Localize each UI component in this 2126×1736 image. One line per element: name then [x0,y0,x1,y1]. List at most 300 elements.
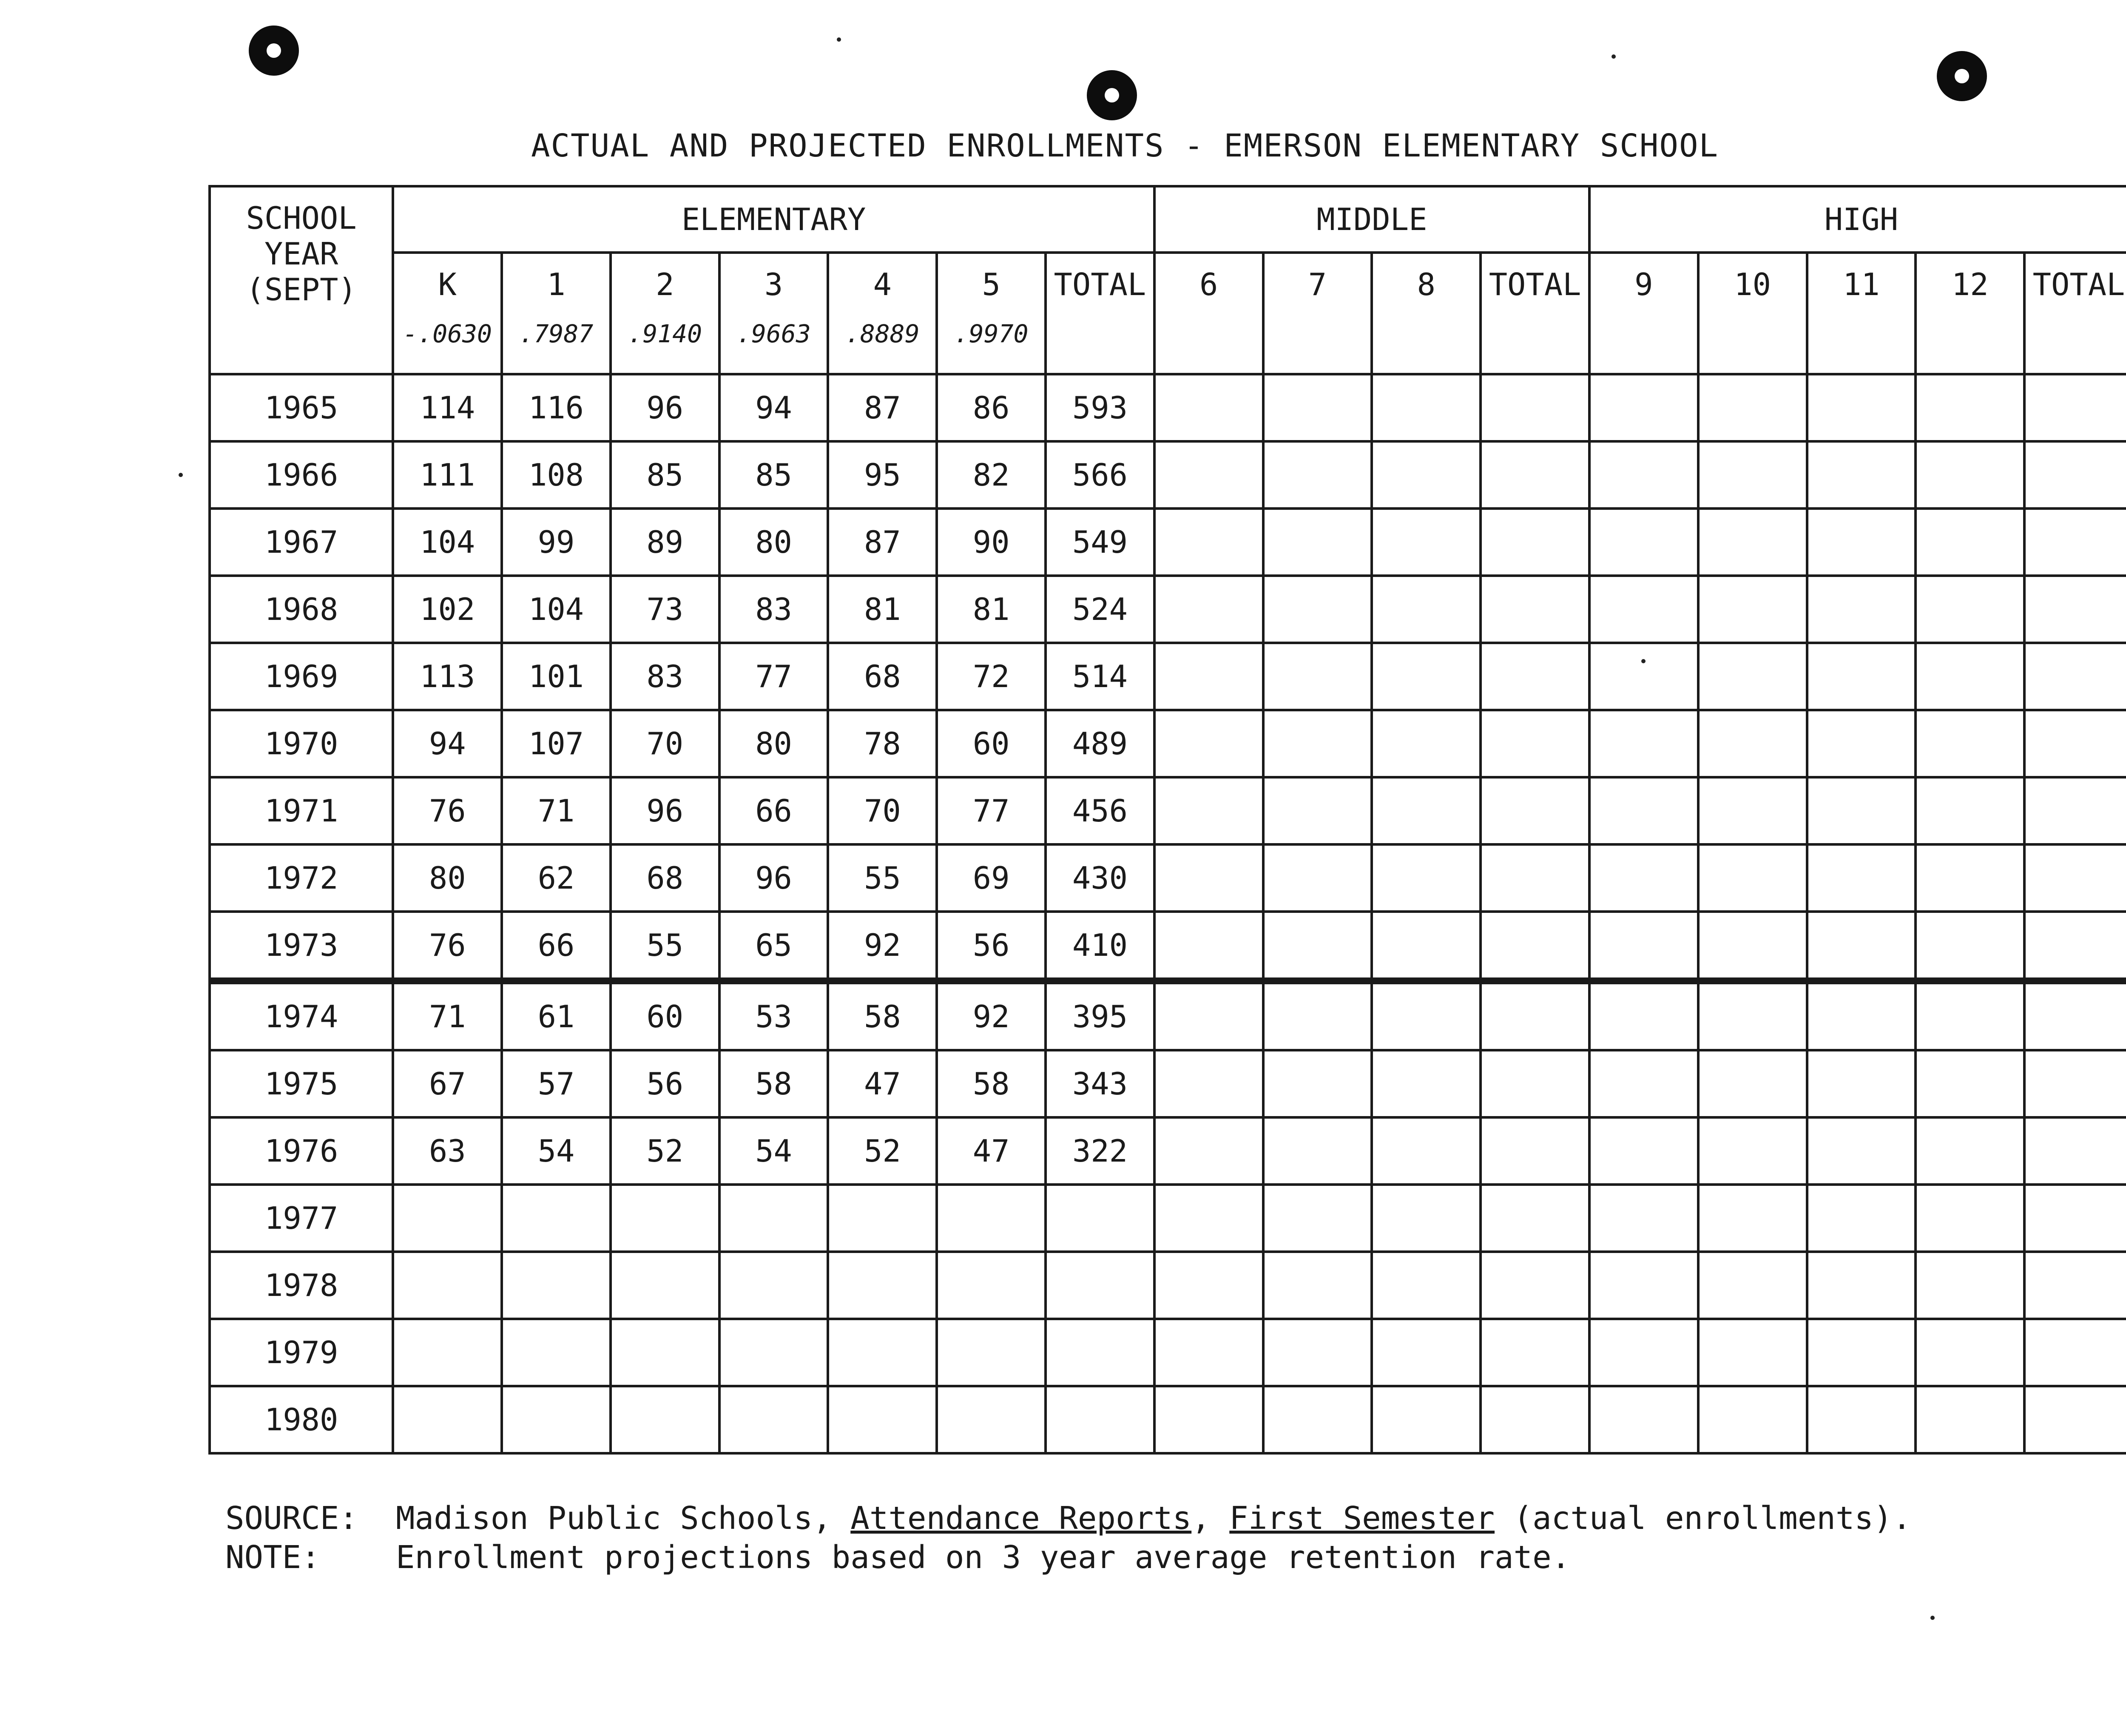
school-year-header-line: SCHOOL [246,200,357,236]
empty-cell [1807,777,1916,844]
empty-cell [1807,710,1916,777]
empty-cell [1263,777,1372,844]
enrollment-cell [611,1185,719,1252]
empty-cell [1372,1319,1481,1386]
enrollment-cell: 104 [393,509,502,576]
enrollment-cell: 114 [393,374,502,441]
enrollment-cell: 108 [502,441,611,509]
empty-cell [1154,374,1263,441]
school-year-cell: 1968 [210,576,393,643]
empty-cell [1916,1252,2024,1319]
elementary-group-header: ELEMENTARY [393,186,1154,253]
empty-cell [1589,1386,1698,1453]
enrollment-cell: 92 [937,981,1046,1050]
empty-cell [1698,1117,1807,1185]
enrollment-cell: 82 [937,441,1046,509]
table-row [210,1117,2126,1185]
enrollment-cell [393,1386,502,1453]
empty-cell [1372,576,1481,643]
enrollment-cell [719,1252,828,1319]
source-label: SOURCE: [225,1500,358,1537]
empty-cell [1154,509,1263,576]
empty-cell [1807,576,1916,643]
enrollment-cell: 70 [828,777,937,844]
enrollment-cell: 54 [502,1117,611,1185]
elementary-grade-header [502,253,611,374]
grade-label: 10 [1734,267,1771,302]
grade-label: TOTAL [2032,267,2125,302]
retention-rate: .9970 [954,319,1029,348]
empty-cell [2024,1252,2126,1319]
high-grade-header [1698,253,1807,374]
school-year-cell: 1965 [210,374,393,441]
empty-cell [1916,643,2024,710]
school-year-cell: 1976 [210,1117,393,1185]
empty-cell [2024,710,2126,777]
elementary-total-cell: 430 [1046,844,1154,912]
enrollment-cell: 81 [937,576,1046,643]
enrollment-cell [502,1185,611,1252]
empty-cell [1263,441,1372,509]
empty-cell [1372,1117,1481,1185]
empty-cell [1154,777,1263,844]
empty-cell [1263,1050,1372,1117]
source-line [225,1499,1911,1538]
table-row [210,981,2126,1050]
enrollment-cell: 86 [937,374,1046,441]
enrollment-cell [937,1386,1046,1453]
enrollment-cell: 85 [611,441,719,509]
enrollment-cell [937,1252,1046,1319]
retention-rate: .7987 [519,319,594,348]
middle-grade-header [1481,253,1589,374]
enrollment-cell [393,1185,502,1252]
enrollment-cell: 71 [502,777,611,844]
source-text-start: Madison Public Schools, [395,1500,851,1537]
empty-cell [1263,1117,1372,1185]
elementary-grade-header [611,253,719,374]
table-row [210,1319,2126,1386]
enrollment-cell [828,1319,937,1386]
empty-cell [1589,643,1698,710]
empty-cell [1481,1319,1589,1386]
enrollment-cell: 90 [937,509,1046,576]
source-semester: First Semester [1229,1500,1495,1537]
empty-cell [1807,1117,1916,1185]
enrollment-cell: 60 [937,710,1046,777]
empty-cell [1589,777,1698,844]
enrollment-cell: 58 [719,1050,828,1117]
empty-cell [1589,374,1698,441]
elementary-total-cell [1046,1252,1154,1319]
enrollment-cell [502,1386,611,1453]
empty-cell [1916,777,2024,844]
source-report-name: Attendance Reports [850,1500,1192,1537]
enrollment-cell: 55 [828,844,937,912]
table-row [210,643,2126,710]
school-year-cell: 1971 [210,777,393,844]
enrollment-cell: 101 [502,643,611,710]
middle-grade-header [1154,253,1263,374]
enrollment-cell: 55 [611,912,719,981]
empty-cell [1807,1050,1916,1117]
empty-cell [1589,981,1698,1050]
empty-cell [1698,576,1807,643]
enrollment-cell [937,1185,1046,1252]
empty-cell [1916,844,2024,912]
school-year-cell: 1977 [210,1185,393,1252]
empty-cell [1698,1185,1807,1252]
empty-cell [1589,576,1698,643]
empty-cell [1263,844,1372,912]
enrollment-cell: 57 [502,1050,611,1117]
grade-label: 8 [1417,267,1435,302]
empty-cell [2024,1050,2126,1117]
empty-cell [1698,1386,1807,1453]
enrollment-cell [719,1386,828,1453]
empty-cell [1372,1050,1481,1117]
empty-cell [1481,1252,1589,1319]
punch-hole-right [1937,51,1987,101]
empty-cell [1698,912,1807,981]
middle-grade-header [1263,253,1372,374]
enrollment-cell: 47 [828,1050,937,1117]
empty-cell [2024,576,2126,643]
elementary-grade-header [937,253,1046,374]
empty-cell [1916,1117,2024,1185]
school-year-cell: 1972 [210,844,393,912]
grade-header-row [210,253,2126,374]
enrollment-cell: 92 [828,912,937,981]
empty-cell [1481,509,1589,576]
empty-cell [2024,643,2126,710]
empty-cell [1372,509,1481,576]
elementary-total-cell: 489 [1046,710,1154,777]
empty-cell [1372,441,1481,509]
enrollment-cell: 58 [828,981,937,1050]
grade-label: 5 [982,267,1000,302]
enrollment-cell: 102 [393,576,502,643]
punch-hole-left [249,26,299,76]
enrollment-cell: 96 [719,844,828,912]
empty-cell [1481,374,1589,441]
table-row [210,844,2126,912]
empty-cell [1481,1050,1589,1117]
source-text-end: (actual enrollments). [1495,1500,1912,1537]
grade-label: 1 [547,267,566,302]
empty-cell [1916,981,2024,1050]
table-row [210,576,2126,643]
empty-cell [2024,844,2126,912]
enrollment-cell [393,1319,502,1386]
retention-rate: .9663 [736,319,811,348]
enrollment-cell: 87 [828,374,937,441]
empty-cell [1263,509,1372,576]
empty-cell [1263,1185,1372,1252]
high-grade-header [1807,253,1916,374]
footer-notes [225,1499,1911,1577]
empty-cell [1154,576,1263,643]
enrollment-cell: 71 [393,981,502,1050]
enrollment-cell: 66 [502,912,611,981]
empty-cell [1263,1319,1372,1386]
empty-cell [1263,981,1372,1050]
empty-cell [1481,1185,1589,1252]
empty-cell [1154,912,1263,981]
school-year-header-line: YEAR [264,236,338,272]
school-year-header [210,186,393,374]
high-grade-header [1916,253,2024,374]
empty-cell [1698,777,1807,844]
enrollment-cell: 52 [828,1117,937,1185]
grade-label: TOTAL [1054,267,1146,302]
enrollment-cell: 54 [719,1117,828,1185]
empty-cell [2024,1185,2126,1252]
enrollment-cell: 94 [393,710,502,777]
school-year-cell: 1975 [210,1050,393,1117]
empty-cell [1372,710,1481,777]
empty-cell [1698,1252,1807,1319]
empty-cell [1372,374,1481,441]
enrollment-cell: 87 [828,509,937,576]
enrollment-cell [719,1319,828,1386]
enrollment-cell: 65 [719,912,828,981]
enrollment-cell: 73 [611,576,719,643]
grade-label: 4 [873,267,892,302]
enrollment-cell: 67 [393,1050,502,1117]
elementary-total-cell: 524 [1046,576,1154,643]
empty-cell [1589,1252,1698,1319]
empty-cell [1589,710,1698,777]
empty-cell [1154,710,1263,777]
enrollment-cell: 68 [611,844,719,912]
empty-cell [1807,643,1916,710]
empty-cell [1481,981,1589,1050]
elementary-total-cell [1046,1185,1154,1252]
paper-speck [837,37,841,42]
empty-cell [1916,710,2024,777]
empty-cell [1807,1319,1916,1386]
enrollment-cell: 80 [719,710,828,777]
grade-label: 11 [1843,267,1880,302]
empty-cell [1154,844,1263,912]
empty-cell [1372,643,1481,710]
paper-speck [1612,54,1616,59]
empty-cell [1154,981,1263,1050]
empty-cell [1589,844,1698,912]
empty-cell [1589,1050,1698,1117]
high-grade-header [1589,253,1698,374]
enrollment-cell [611,1319,719,1386]
empty-cell [1372,1386,1481,1453]
enrollment-cell: 96 [611,777,719,844]
empty-cell [1481,643,1589,710]
school-year-cell: 1967 [210,509,393,576]
empty-cell [2024,1386,2126,1453]
empty-cell [2024,981,2126,1050]
grade-label: 12 [1951,267,1989,302]
enrollment-cell: 56 [611,1050,719,1117]
grade-label: 2 [656,267,674,302]
paper-speck [1930,1616,1935,1620]
enrollment-cell: 76 [393,777,502,844]
note-text-end: year average retention rate. [1021,1539,1571,1576]
school-year-cell: 1966 [210,441,393,509]
table-row [210,509,2126,576]
grade-label: TOTAL [1489,267,1581,302]
enrollment-cell: 83 [719,576,828,643]
empty-cell [1807,374,1916,441]
enrollment-cell: 56 [937,912,1046,981]
empty-cell [1807,844,1916,912]
school-year-cell: 1974 [210,981,393,1050]
enrollment-table [208,185,2126,1455]
empty-cell [1807,441,1916,509]
note-text-start: Enrollment projections based on [395,1539,1002,1576]
grade-label: K [438,267,457,302]
empty-cell [1589,509,1698,576]
enrollment-cell: 76 [393,912,502,981]
table-row [210,1050,2126,1117]
school-year-header-line: (SEPT) [246,272,357,307]
empty-cell [1263,1252,1372,1319]
empty-cell [1807,912,1916,981]
enrollment-cell [502,1319,611,1386]
elementary-total-cell: 549 [1046,509,1154,576]
empty-cell [1698,509,1807,576]
elementary-total-cell: 410 [1046,912,1154,981]
empty-cell [1154,1185,1263,1252]
elementary-total-cell [1046,1319,1154,1386]
enrollment-cell: 77 [937,777,1046,844]
empty-cell [1807,1386,1916,1453]
enrollment-cell: 66 [719,777,828,844]
enrollment-cell: 61 [502,981,611,1050]
table-row [210,374,2126,441]
paper-speck [179,473,183,477]
enrollment-cell [719,1185,828,1252]
empty-cell [1481,576,1589,643]
middle-group-header: MIDDLE [1154,186,1589,253]
group-header-row [210,186,2126,253]
empty-cell [1263,643,1372,710]
empty-cell [1807,1185,1916,1252]
empty-cell [1263,576,1372,643]
empty-cell [2024,777,2126,844]
enrollment-cell: 72 [937,643,1046,710]
enrollment-cell [828,1252,937,1319]
enrollment-cell: 104 [502,576,611,643]
enrollment-cell [828,1185,937,1252]
enrollment-cell: 107 [502,710,611,777]
note-label: NOTE: [225,1539,320,1576]
empty-cell [1589,1185,1698,1252]
enrollment-cell: 80 [393,844,502,912]
enrollment-cell: 80 [719,509,828,576]
punch-hole-center [1087,70,1137,120]
enrollment-table-body [210,374,2126,1453]
empty-cell [2024,441,2126,509]
enrollment-cell: 89 [611,509,719,576]
enrollment-cell: 53 [719,981,828,1050]
table-row [210,710,2126,777]
high-group-header: HIGH [1589,186,2126,253]
school-year-cell: 1978 [210,1252,393,1319]
school-year-cell: 1973 [210,912,393,981]
retention-rate: .8889 [845,319,920,348]
retention-rate: .9140 [628,319,702,348]
empty-cell [2024,1319,2126,1386]
enrollment-cell: 95 [828,441,937,509]
retention-rate: -.0630 [403,319,492,348]
empty-cell [2024,1117,2126,1185]
empty-cell [1481,844,1589,912]
elementary-grade-header [719,253,828,374]
document-title: ACTUAL AND PROJECTED ENROLLMENTS - EMERSON ELEMENTARY SCHOOL [531,128,1719,164]
enrollment-cell [937,1319,1046,1386]
elementary-total-cell: 322 [1046,1117,1154,1185]
elementary-total-cell: 593 [1046,374,1154,441]
grade-label: 3 [764,267,783,302]
empty-cell [1698,441,1807,509]
empty-cell [1481,710,1589,777]
table-row [210,1386,2126,1453]
empty-cell [2024,912,2126,981]
enrollment-cell: 47 [937,1117,1046,1185]
enrollment-cell: 77 [719,643,828,710]
empty-cell [1807,1252,1916,1319]
empty-cell [1154,1319,1263,1386]
table-row [210,1185,2126,1252]
enrollment-cell: 52 [611,1117,719,1185]
empty-cell [1481,912,1589,981]
empty-cell [1698,643,1807,710]
enrollment-cell: 78 [828,710,937,777]
school-year-cell: 1970 [210,710,393,777]
empty-cell [1698,844,1807,912]
empty-cell [1481,441,1589,509]
source-text-separator: , [1191,1500,1230,1537]
grade-label: 6 [1199,267,1218,302]
empty-cell [1698,1050,1807,1117]
enrollment-cell: 85 [719,441,828,509]
empty-cell [1698,981,1807,1050]
grade-label: 7 [1308,267,1327,302]
middle-grade-header [1372,253,1481,374]
table-row [210,777,2126,844]
empty-cell [1589,912,1698,981]
empty-cell [1698,710,1807,777]
empty-cell [1807,981,1916,1050]
empty-cell [1916,1319,2024,1386]
enrollment-cell: 63 [393,1117,502,1185]
enrollment-cell: 99 [502,509,611,576]
empty-cell [1916,1386,2024,1453]
enrollment-cell [828,1386,937,1453]
empty-cell [1154,1252,1263,1319]
enrollment-cell: 62 [502,844,611,912]
elementary-total-cell: 514 [1046,643,1154,710]
elementary-total-cell: 343 [1046,1050,1154,1117]
note-years-value: 3 [1002,1539,1021,1576]
enrollment-cell: 60 [611,981,719,1050]
grade-label: 9 [1634,267,1653,302]
empty-cell [1481,777,1589,844]
empty-cell [1263,710,1372,777]
empty-cell [1916,441,2024,509]
empty-cell [1372,777,1481,844]
enrollment-cell: 111 [393,441,502,509]
